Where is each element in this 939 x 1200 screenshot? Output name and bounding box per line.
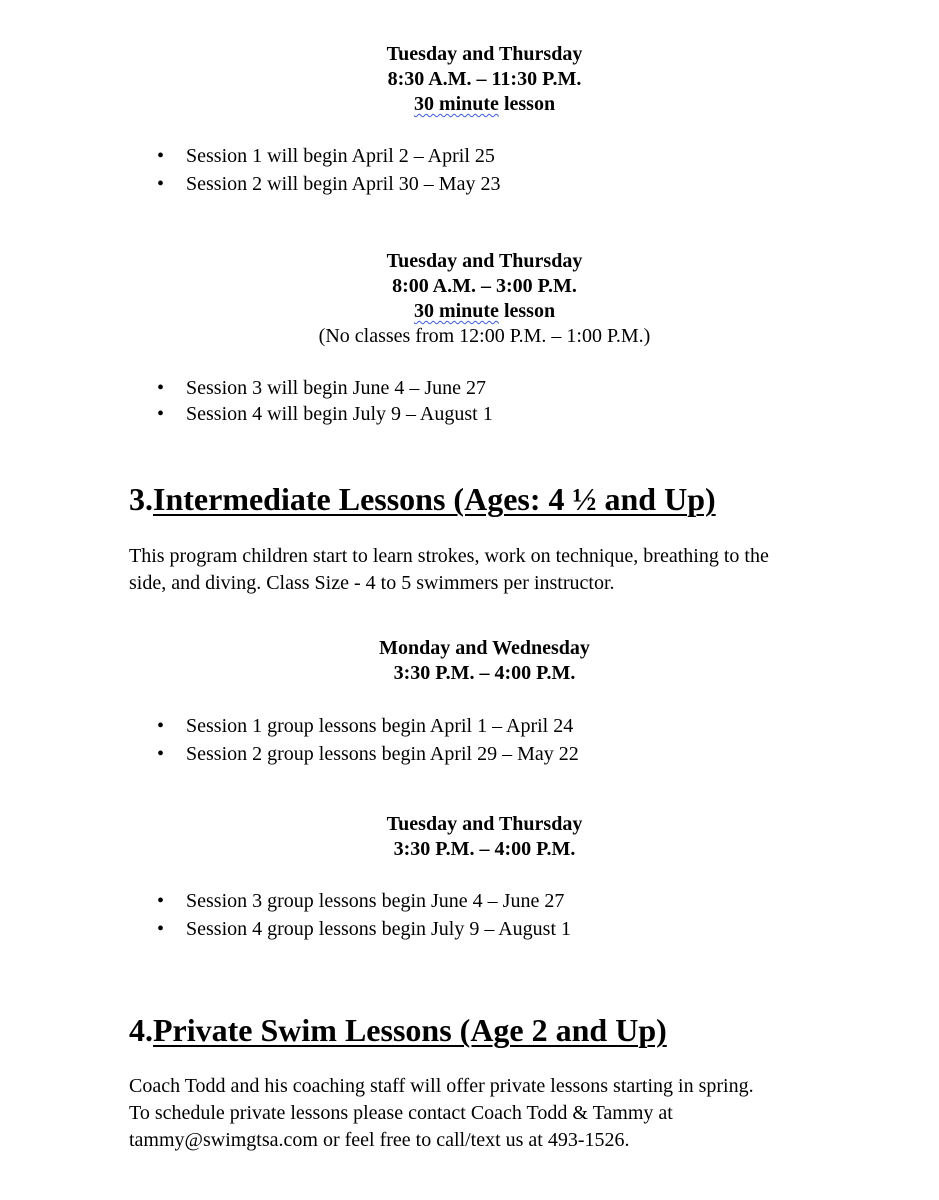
schedule-time: 8:00 A.M. – 3:00 P.M. [392, 275, 577, 297]
private-description [129, 1073, 909, 1154]
intermediate-description [129, 543, 849, 597]
schedule-note: (No classes from 12:00 P.M. – 1:00 P.M.) [318, 325, 651, 347]
bullet-icon: • [157, 173, 165, 195]
duration-word: 30 minute [413, 300, 499, 322]
intermediate-schedule-2 [0, 812, 939, 862]
bullet-icon: • [157, 743, 165, 765]
bullet-icon: • [157, 377, 165, 399]
private-heading [129, 1011, 667, 1049]
schedule-duration [0, 299, 939, 324]
schedule-time: 3:30 P.M. – 4:00 P.M. [393, 838, 576, 860]
description-line: tammy@swimgtsa.com or feel free to call/text us at 493-1526. [129, 1129, 630, 1151]
schedule-duration [0, 92, 939, 117]
section-number: 4. [129, 1012, 153, 1048]
session-text: Session 4 will begin July 9 – August 1 [186, 403, 493, 425]
section-title: Intermediate Lessons (Ages: 4 ½ and Up) [153, 481, 716, 517]
intermediate-schedule-1 [0, 636, 939, 686]
bullet-icon: • [157, 715, 165, 737]
schedule-days: Monday and Wednesday [379, 637, 590, 659]
bullet-icon: • [157, 918, 165, 940]
schedule-days: Tuesday and Thursday [386, 250, 583, 272]
bullet-icon: • [157, 145, 165, 167]
session-text: Session 3 will begin June 4 – June 27 [186, 377, 486, 399]
schedule-time: 3:30 P.M. – 4:00 P.M. [393, 662, 576, 684]
session-text: Session 2 will begin April 30 – May 23 [186, 173, 501, 195]
session-text: Session 4 group lessons begin July 9 – August 1 [186, 918, 572, 940]
session-text: Session 1 group lessons begin April 1 – April 24 [186, 715, 574, 737]
intermediate-heading [129, 480, 716, 518]
description-line: Coach Todd and his coaching staff will offer private lessons starting in spring. [129, 1075, 754, 1097]
schedule-days: Tuesday and Thursday [386, 43, 583, 65]
schedule-time: 8:30 A.M. – 11:30 P.M. [387, 68, 582, 90]
session-text: Session 3 group lessons begin June 4 – June 27 [186, 890, 565, 912]
description-line: To schedule private lessons please contact Coach Todd & Tammy at [129, 1102, 673, 1124]
session-text: Session 2 group lessons begin April 29 – May 22 [186, 743, 579, 765]
bullet-icon: • [157, 403, 165, 425]
duration-suffix: lesson [498, 300, 556, 322]
schedule-days: Tuesday and Thursday [386, 813, 583, 835]
duration-suffix: lesson [498, 93, 556, 115]
section-title: Private Swim Lessons (Age 2 and Up) [153, 1012, 667, 1048]
description-line: This program children start to learn strokes, work on technique, breathing to the [129, 545, 769, 567]
bullet-icon: • [157, 890, 165, 912]
section-number: 3. [129, 481, 153, 517]
session-text: Session 1 will begin April 2 – April 25 [186, 145, 495, 167]
schedule-block-1 [0, 42, 939, 117]
schedule-block-2 [0, 249, 939, 349]
description-line: side, and diving. Class Size - 4 to 5 swimmers per instructor. [129, 572, 615, 594]
duration-word: 30 minute [413, 93, 499, 115]
